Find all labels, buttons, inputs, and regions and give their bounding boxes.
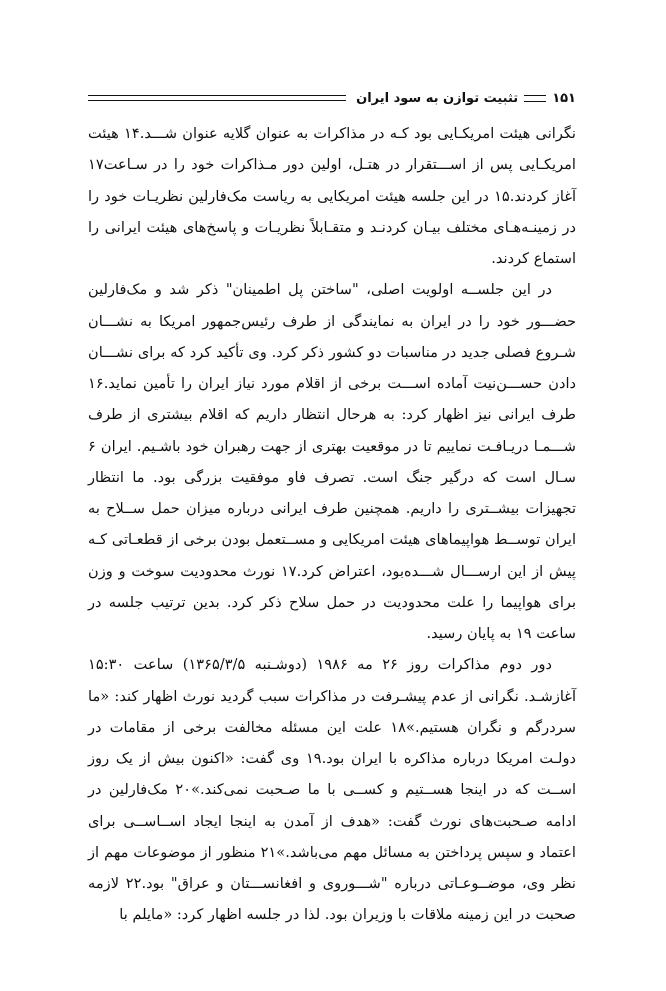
paragraph: در این جلســه اولویت اصلی، "ساختن پل اطمینان" ذکر شد و مک‌فارلین حضـــور خود را در ایران به نمایندگی از طرف رئیس‌جمهور امریکا به نشـــان شـروع فصلی جدید در مناسبات دو کشور ذکر کرد. وی تأکید کرد که برای نشـــان دادن حســـن‌نیت آماده اســـت برخی از اقلام مورد نیاز ایران را تأمین نماید.۱۶ طرف ایرانی نیز اظهار کرد: به هرحال انتظار داریم که اقلام بیشتری از طرف شـــمـا دریـافـت نماییم تا در موقعیت بهتری از جهت رهبران خود باشـیم. ایران ۶ سـال است که درگیر جنگ است. تصرف فاو موفقیت بزرگی بود. ما انتظار تجهیزات بیشــتری را داریم. همچنین طرف ایرانی درباره میزان حمل ســلاح به ایران توســط هواپیماهای هیئت امریکایی و مســتعمل بودن برخی از قطعـاتی کـه پیش از این ارســـال شـــده‌بود، اعتراض کرد.۱۷ نورث محدودیت سوخت و وزن برای هواپیما را علت محدودیت در حمل سلاح ذکر کرد. بدین ترتیب جلسه در ساعت ۱۹ به پایان رسید. [88,281,576,642]
page-number: ۱۵۱ [552,90,576,106]
header-separator [524,95,546,102]
header-rule [88,95,346,101]
body-text [88,118,576,931]
running-header [88,86,576,110]
header-title-group [356,91,576,106]
paragraph: نگرانی هیئت امریکـایی بود کـه در مذاکرات به عنوان گلایه عنوان شـــد.۱۴ هیئت امریکـایی پس از اســـتقرار در هتـل، اولین دور مـذاکرات خود را در سـاعت۱۷ آغاز کردند.۱۵ در این جلسه هیئت امریکایی به ریاست مک‌فارلین نظریـات خود را در زمینـه‌هـای مختلف بیـان کردنـد و متقـابلاً نظریـات و پاسخ‌های هیئت ایرانی را استماع کردند. [88,125,577,267]
paragraph: دور دوم مذاکرات روز ۲۶ مه ۱۹۸۶ (دوشـنبه ۱۳۶۵/۳/۵) ساعت ۱۵:۳۰ آغازشـد. نگرانی از عدم پیشـرفت در مذاکرات سبب گردید نورث اظهار کند: «ما سردرگم و نگران هستیم.»۱۸ علت این مسئله مخالفت برخی از مقامات در دولـت امریکا درباره مذاکره با ایران بود.۱۹ وی گفت: «اکنون بیش از یک روز اســت که در اینجا هســتیم و کســی با ما صـحبت نمی‌کند.»۲۰ مک‌فارلین در ادامه صـحبت‌های نورث گفت: «هدف از آمدن به اینجا ایجاد اســاســی برای اعتماد و سپس پرداختن به مسائل مهم می‌باشد.»۲۱ منظور از موضوعات مهم از نظر وی، موضــوعـاتی درباره "شـــوروی و افغانســـتان و عراق" بود.۲۲ لازمه صحبت در این زمینه ملاقات با وزیران بود. لذا در جلسه اظهار کرد: «مایلم با [88,656,577,924]
chapter-title: تثبیت توازن به سود ایران [356,90,519,106]
